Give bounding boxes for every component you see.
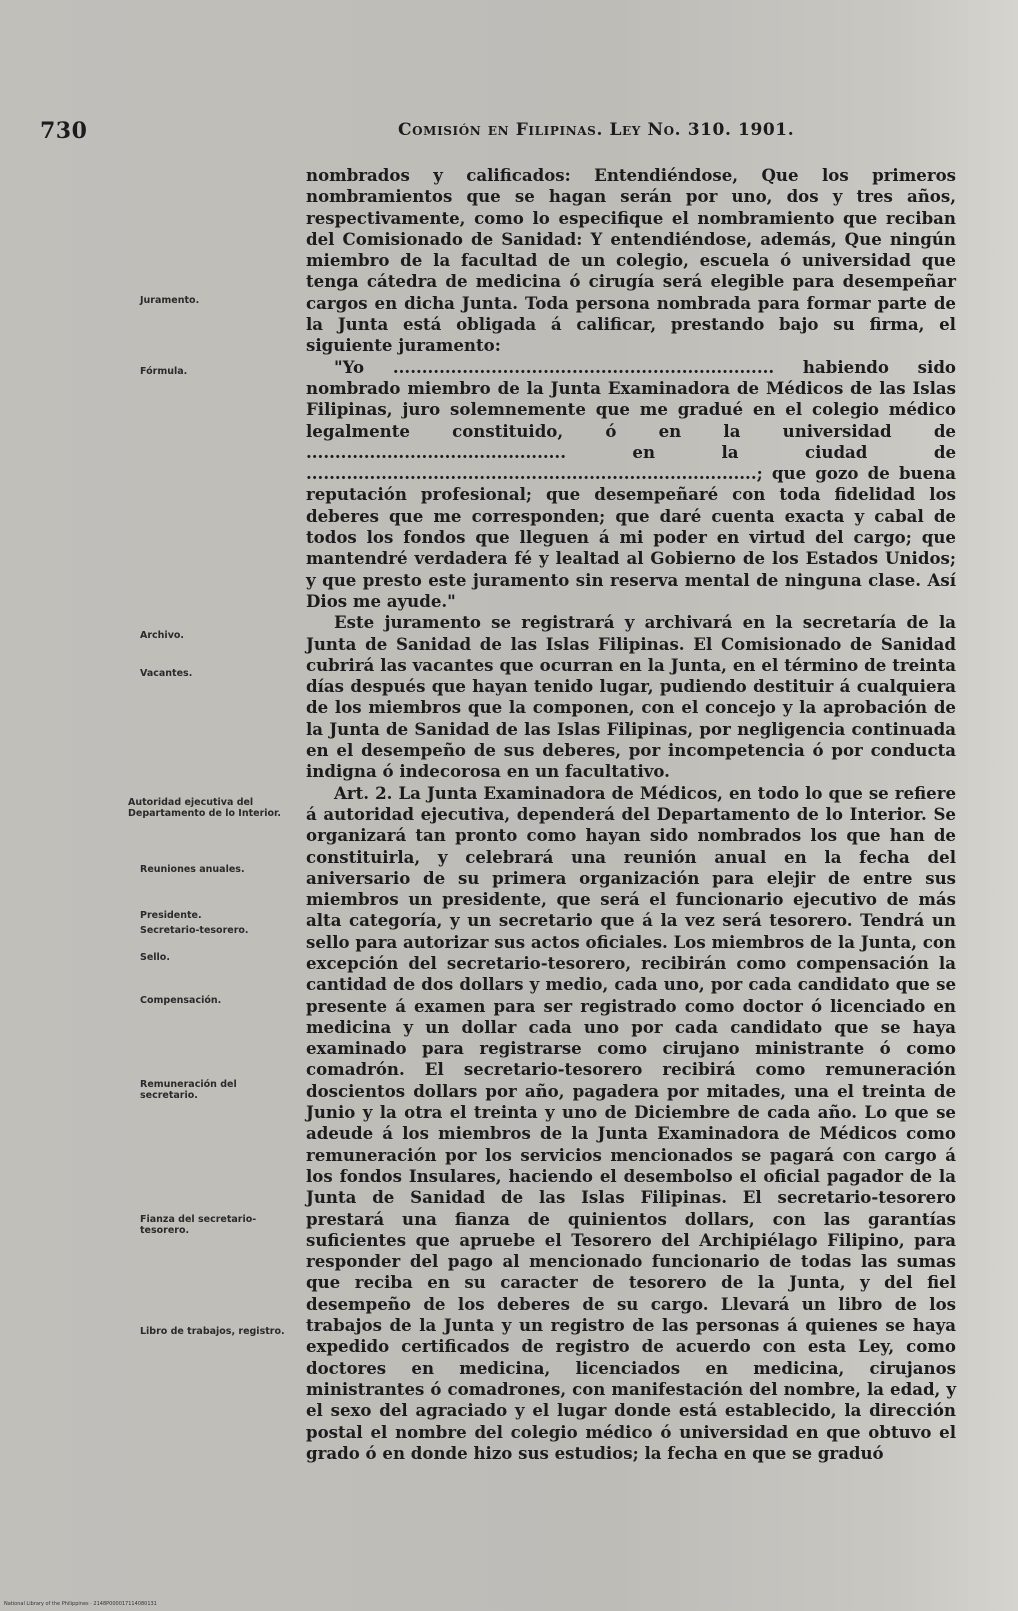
margin-note-fianza: Fianza del secretario-tesorero.	[140, 1214, 257, 1236]
margin-note-vacantes: Vacantes.	[140, 668, 193, 679]
margin-note-reuniones: Reuniones anuales.	[140, 864, 245, 875]
margin-note-secretario-tesorero: Secretario-tesorero.	[140, 925, 249, 936]
page-number: 730	[40, 118, 88, 144]
margin-note-presidente: Presidente.	[140, 910, 202, 921]
margin-note-juramento: Juramento.	[140, 295, 200, 306]
margin-note-libro: Libro de trabajos, registro.	[140, 1326, 285, 1337]
margin-note-remuneracion: Remuneración del secretario.	[140, 1079, 237, 1101]
margin-note-compensacion: Compensación.	[140, 995, 222, 1006]
margin-note-sello: Sello.	[140, 952, 170, 963]
paragraph-registration-vacancies: Este juramento se registrará y archivará en la secretaría de la Junta de Sanidad de las Islas Filipinas. El Comisionado de Sanidad cubrirá las vacantes que ocurran en la Junta, en el término de treinta días después que hayan tenido lugar, pudiendo destituir á cualquiera de los miembros que la componen, con el concejo y la aprobación de la Junta de Sanidad de las Islas Filipinas, por negligencia continuada en el desempeño de sus deberes, por incompetencia ó por conducta indigna ó indecorosa en un facultativo.	[306, 612, 956, 782]
running-head: Comisión en Filipinas. Ley No. 310. 1901.	[398, 120, 795, 140]
body-text	[306, 165, 956, 1464]
margin-note-archivo: Archivo.	[140, 630, 185, 641]
margin-notes	[0, 0, 300, 1611]
scan-footer: National Library of the Philippines · 2148P000017114080131	[4, 1601, 157, 1607]
margin-note-formula: Fórmula.	[140, 366, 188, 377]
paragraph-appointments: nombrados y calificados: Entendiéndose, Que los primeros nombramientos que se hagan serán por uno, dos y tres años, respectivamente, como lo especifique el nombramiento que reciban del Comisionado de Sanidad: Y entendiéndose, además, Que ningún miembro de la facultad de un colegio, escuela ó universidad que tenga cátedra de medicina ó cirugía será elegible para desempeñar cargos en dicha Junta. Toda persona nombrada para formar parte de la Junta está obligada á calificar, prestando bajo su firma, el siguiente juramento:	[306, 165, 956, 356]
margin-note-autoridad: Autoridad ejecutiva del Departamento de lo Interior.	[128, 797, 281, 819]
paragraph-oath-formula: "Yo .................................................................. habiendo sido nombrado miembro de la Junta Examinadora de Médicos de las Islas Filipinas, juro solemnemente que me gradué en el colegio médico legalmente constituido, ó en la universidad de ............................................. en la ciudad de ..............................................................................; que gozo de buena reputación profesional; que desempeñaré con toda fidelidad los deberes que me corresponden; que daré cuenta exacta y cabal de todos los fondos que lleguen á mi poder en virtud del cargo; que mantendré verdadera fé y lealtad al Gobierno de los Estados Unidos; y que presto este juramento sin reserva mental de ninguna clase. Así Dios me ayude."	[306, 356, 956, 611]
paragraph-article-2: Art. 2. La Junta Examinadora de Médicos, en todo lo que se refiere á autoridad ejecutiva, dependerá del Departamento de lo Interior. Se organizará tan pronto como hayan sido nombrados los que han de constituirla, y celebrará una reunión anual en la fecha del aniversario de su primera organización para elejir de entre sus miembros un presidente, que será el funcionario ejecutivo de más alta categoría, y un secretario que á la vez será tesorero. Tendrá un sello para autorizar sus actos oficiales. Los miembros de la Junta, con excepción del secretario-tesorero, recibirán como compensación la cantidad de dos dollars y medio, cada uno, por cada candidato que se presente á examen para ser registrado como doctor ó licenciado en medicina y un dollar cada uno por cada candidato que se haya examinado para registrarse como cirujano ministrante ó como comadrón. El secretario-tesorero recibirá como remuneración doscientos dollars por año, pagadera por mitades, una el treinta de Junio y la otra el treinta y uno de Diciembre de cada año. Lo que se adeude á los miembros de la Junta Examinadora de Médicos como remuneración por los servicios mencionados se pagará con cargo á los fondos Insulares, haciendo el desembolso el oficial pagador de la Junta de Sanidad de las Islas Filipinas. El secretario-tesorero prestará una fianza de quinientos dollars, con las garantías suficientes que apruebe el Tesorero del Archipiélago Filipino, para responder del pago al mencionado funcionario de todas las sumas que reciba en su caracter de tesorero de la Junta, y del fiel desempeño de los deberes de su cargo. Llevará un libro de los trabajos de la Junta y un registro de las personas á quienes se haya expedido certificados de registro de acuerdo con esta Ley, como doctores en medicina, licenciados en medicina, cirujanos ministrantes ó comadrones, con manifestación del nombre, la edad, y el sexo del agraciado y el lugar donde está establecido, la dirección postal el nombre del colegio médico ó universidad en que obtuvo el grado ó en donde hizo sus estudios; la fecha en que se graduó	[306, 782, 956, 1463]
